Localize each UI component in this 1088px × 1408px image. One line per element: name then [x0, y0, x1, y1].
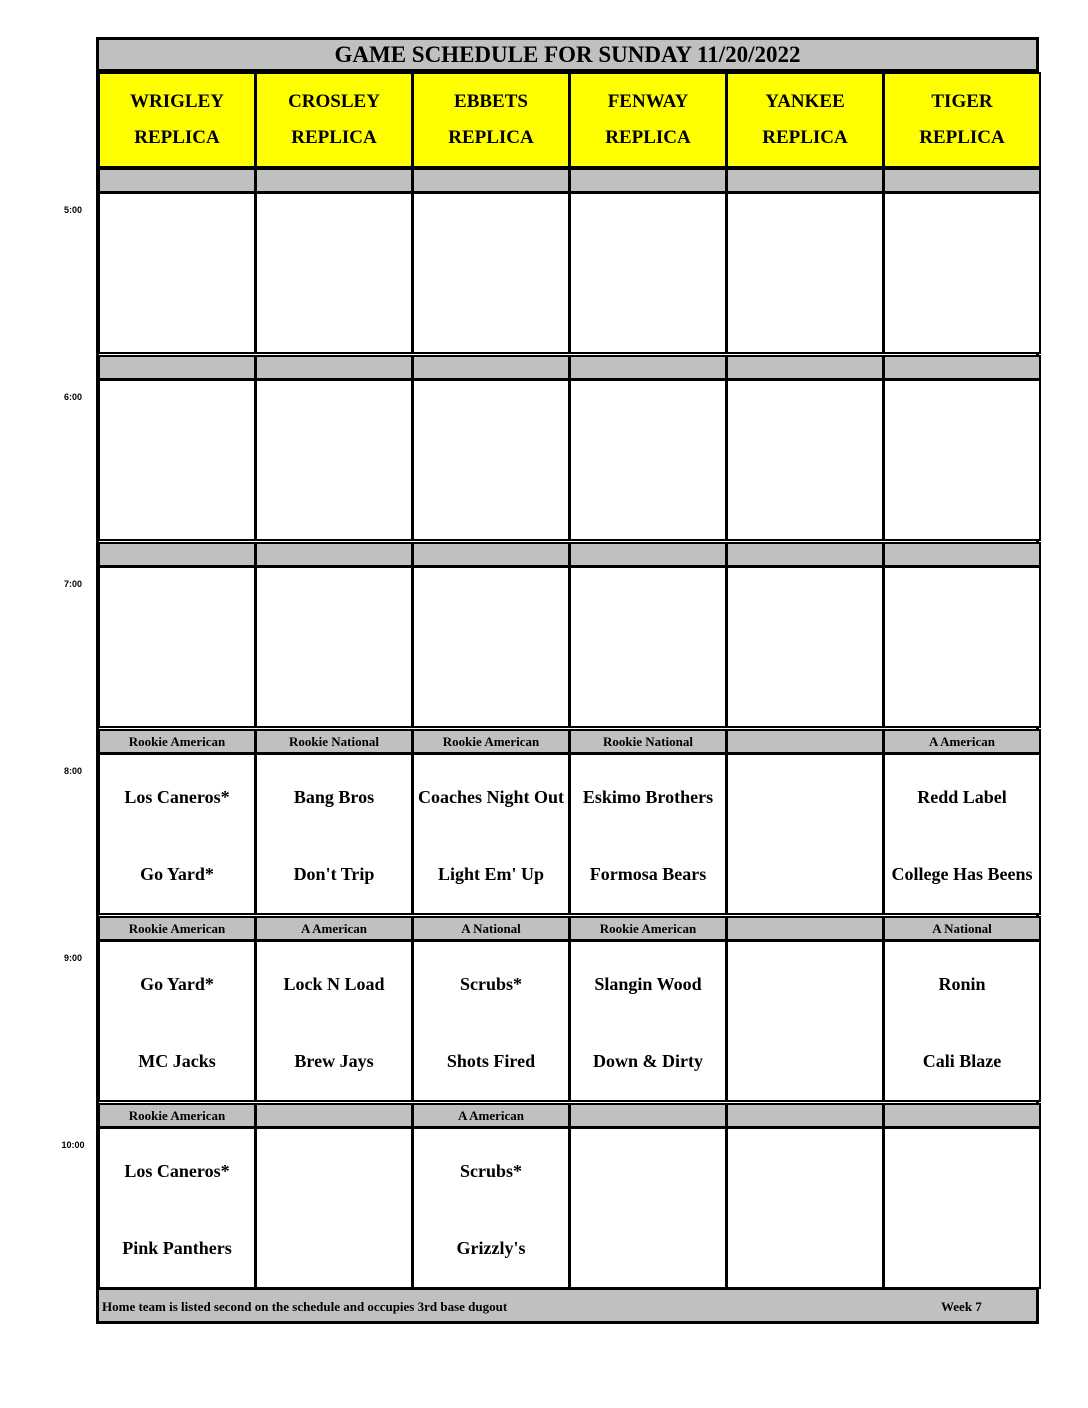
away-team: [885, 1143, 1039, 1199]
game-slot: [255, 566, 413, 728]
game-slot: [726, 1127, 884, 1289]
division-label: [412, 168, 570, 193]
division-label: [412, 355, 570, 380]
division-label: [255, 168, 413, 193]
division-label: Rookie American: [98, 1103, 256, 1128]
division-label: [98, 355, 256, 380]
away-team: [100, 582, 254, 638]
division-label: Rookie National: [569, 729, 727, 754]
division-label: A National: [883, 916, 1041, 941]
game-slot: [98, 379, 256, 541]
game-slot: [412, 379, 570, 541]
game-slot: [412, 192, 570, 354]
away-team: [728, 395, 882, 451]
game-slot: [255, 753, 413, 915]
away-team: Lock N Load: [283, 974, 385, 994]
field-header-yankee: [726, 72, 884, 168]
footer: [99, 1288, 1036, 1321]
division-label: [726, 729, 884, 754]
division-label: [883, 168, 1041, 193]
away-team: [571, 582, 725, 638]
field-name: FENWAY: [607, 91, 689, 112]
division-label: [98, 542, 256, 567]
field-sub: REPLICA: [134, 127, 220, 148]
field-sub: REPLICA: [605, 127, 691, 148]
away-team: Slangin Wood: [594, 974, 702, 994]
game-slot: [255, 379, 413, 541]
game-slot: [569, 753, 727, 915]
division-label: [726, 542, 884, 567]
field-header-tiger: [883, 72, 1041, 168]
field-header-wrigley: [98, 72, 256, 168]
game-slot: [98, 1127, 256, 1289]
time-label: 8:00: [63, 766, 82, 776]
game-slot: [726, 379, 884, 541]
game-slot: [569, 940, 727, 1102]
away-team: [728, 956, 882, 1012]
footer-week: Week 7: [941, 1299, 982, 1314]
game-slot: [883, 753, 1041, 915]
away-team: Ronin: [938, 974, 986, 994]
division-label: [255, 1103, 413, 1128]
home-team: Formosa Bears: [589, 864, 707, 884]
division-label: A American: [883, 729, 1041, 754]
division-label: [883, 355, 1041, 380]
field-sub: REPLICA: [762, 127, 848, 148]
field-sub: REPLICA: [291, 127, 377, 148]
away-team: Coaches Night Out: [417, 787, 564, 807]
away-team: [257, 208, 411, 264]
division-label: A American: [255, 916, 413, 941]
away-team: Los Caneros*: [124, 1161, 230, 1181]
game-slot: [412, 940, 570, 1102]
field-name: CROSLEY: [288, 91, 380, 112]
away-team: Eskimo Brothers: [582, 787, 714, 807]
game-slot: [255, 940, 413, 1102]
time-label: 9:00: [63, 953, 82, 963]
field-name: EBBETS: [454, 91, 528, 112]
division-label: [726, 355, 884, 380]
game-slot: [726, 566, 884, 728]
game-slot: [883, 940, 1041, 1102]
division-label: [569, 355, 727, 380]
footer-note: Home team is listed second on the schedule and occupies 3rd base dugout: [102, 1299, 508, 1314]
game-slot: [255, 1127, 413, 1289]
home-team: Cali Blaze: [922, 1051, 1002, 1071]
game-slot: [412, 566, 570, 728]
division-label: A National: [412, 916, 570, 941]
away-team: [728, 208, 882, 264]
home-team: Grizzly's: [456, 1238, 526, 1258]
division-label: [883, 1103, 1041, 1128]
field-header-crosley: [255, 72, 413, 168]
division-label: [726, 1103, 884, 1128]
game-slot: [412, 753, 570, 915]
home-team: Down & Dirty: [593, 1051, 703, 1071]
away-team: [414, 395, 568, 451]
home-team: Shots Fired: [446, 1051, 536, 1071]
away-team: [728, 582, 882, 638]
home-team: Don't Trip: [293, 864, 375, 884]
division-label: [412, 542, 570, 567]
division-label: [726, 916, 884, 941]
away-team: [100, 395, 254, 451]
game-slot: [883, 192, 1041, 354]
game-slot: [726, 753, 884, 915]
away-team: Los Caneros*: [124, 787, 230, 807]
game-slot: [98, 192, 256, 354]
division-label: [569, 542, 727, 567]
away-team: [571, 208, 725, 264]
game-slot: [726, 940, 884, 1102]
division-label: Rookie American: [98, 729, 256, 754]
away-team: [728, 1143, 882, 1199]
away-team: Redd Label: [917, 787, 1007, 807]
away-team: [257, 1143, 411, 1199]
game-slot: [569, 566, 727, 728]
away-team: [257, 395, 411, 451]
game-slot: [569, 1127, 727, 1289]
field-name: TIGER: [931, 91, 993, 112]
game-slot: [255, 192, 413, 354]
away-team: Scrubs*: [459, 974, 522, 994]
division-label: Rookie National: [255, 729, 413, 754]
away-team: Scrubs*: [459, 1161, 522, 1181]
game-slot: [569, 379, 727, 541]
away-team: [571, 1143, 725, 1199]
division-label: [255, 355, 413, 380]
division-label: [98, 168, 256, 193]
field-name: YANKEE: [765, 91, 845, 112]
field-sub: REPLICA: [448, 127, 534, 148]
game-slot: [98, 753, 256, 915]
home-team: MC Jacks: [138, 1051, 216, 1071]
division-label: [255, 542, 413, 567]
away-team: [100, 208, 254, 264]
time-label: 6:00: [63, 392, 82, 402]
game-slot: [569, 192, 727, 354]
home-team: Brew Jays: [294, 1051, 374, 1071]
away-team: [571, 395, 725, 451]
game-slot: [883, 379, 1041, 541]
home-team: Pink Panthers: [122, 1238, 232, 1258]
game-slot: [98, 940, 256, 1102]
time-label: 7:00: [63, 579, 82, 589]
division-label: Rookie American: [98, 916, 256, 941]
division-label: Rookie American: [412, 729, 570, 754]
game-slot: [412, 1127, 570, 1289]
game-slot: [883, 1127, 1041, 1289]
division-label: [569, 1103, 727, 1128]
division-label: A American: [412, 1103, 570, 1128]
away-team: [728, 769, 882, 825]
field-sub: REPLICA: [919, 127, 1005, 148]
away-team: [414, 582, 568, 638]
schedule-title: GAME SCHEDULE FOR SUNDAY 11/20/2022: [99, 40, 1036, 72]
home-team: Light Em' Up: [437, 864, 545, 884]
away-team: [885, 582, 1039, 638]
time-label: 5:00: [63, 205, 82, 215]
away-team: Go Yard*: [140, 974, 214, 994]
schedule-sheet: [96, 37, 1039, 1324]
time-label: 10:00: [61, 1140, 85, 1150]
field-header-ebbets: [412, 72, 570, 168]
game-slot: [883, 566, 1041, 728]
game-slot: [726, 192, 884, 354]
division-label: [569, 168, 727, 193]
away-team: [885, 395, 1039, 451]
division-label: [726, 168, 884, 193]
home-team: College Has Beens: [891, 864, 1033, 884]
field-name: WRIGLEY: [130, 91, 224, 112]
away-team: Bang Bros: [293, 787, 375, 807]
home-team: Go Yard*: [140, 864, 214, 884]
division-label: [883, 542, 1041, 567]
away-team: [885, 208, 1039, 264]
away-team: [257, 582, 411, 638]
division-label: Rookie American: [569, 916, 727, 941]
game-slot: [98, 566, 256, 728]
field-header-fenway: [569, 72, 727, 168]
away-team: [414, 208, 568, 264]
